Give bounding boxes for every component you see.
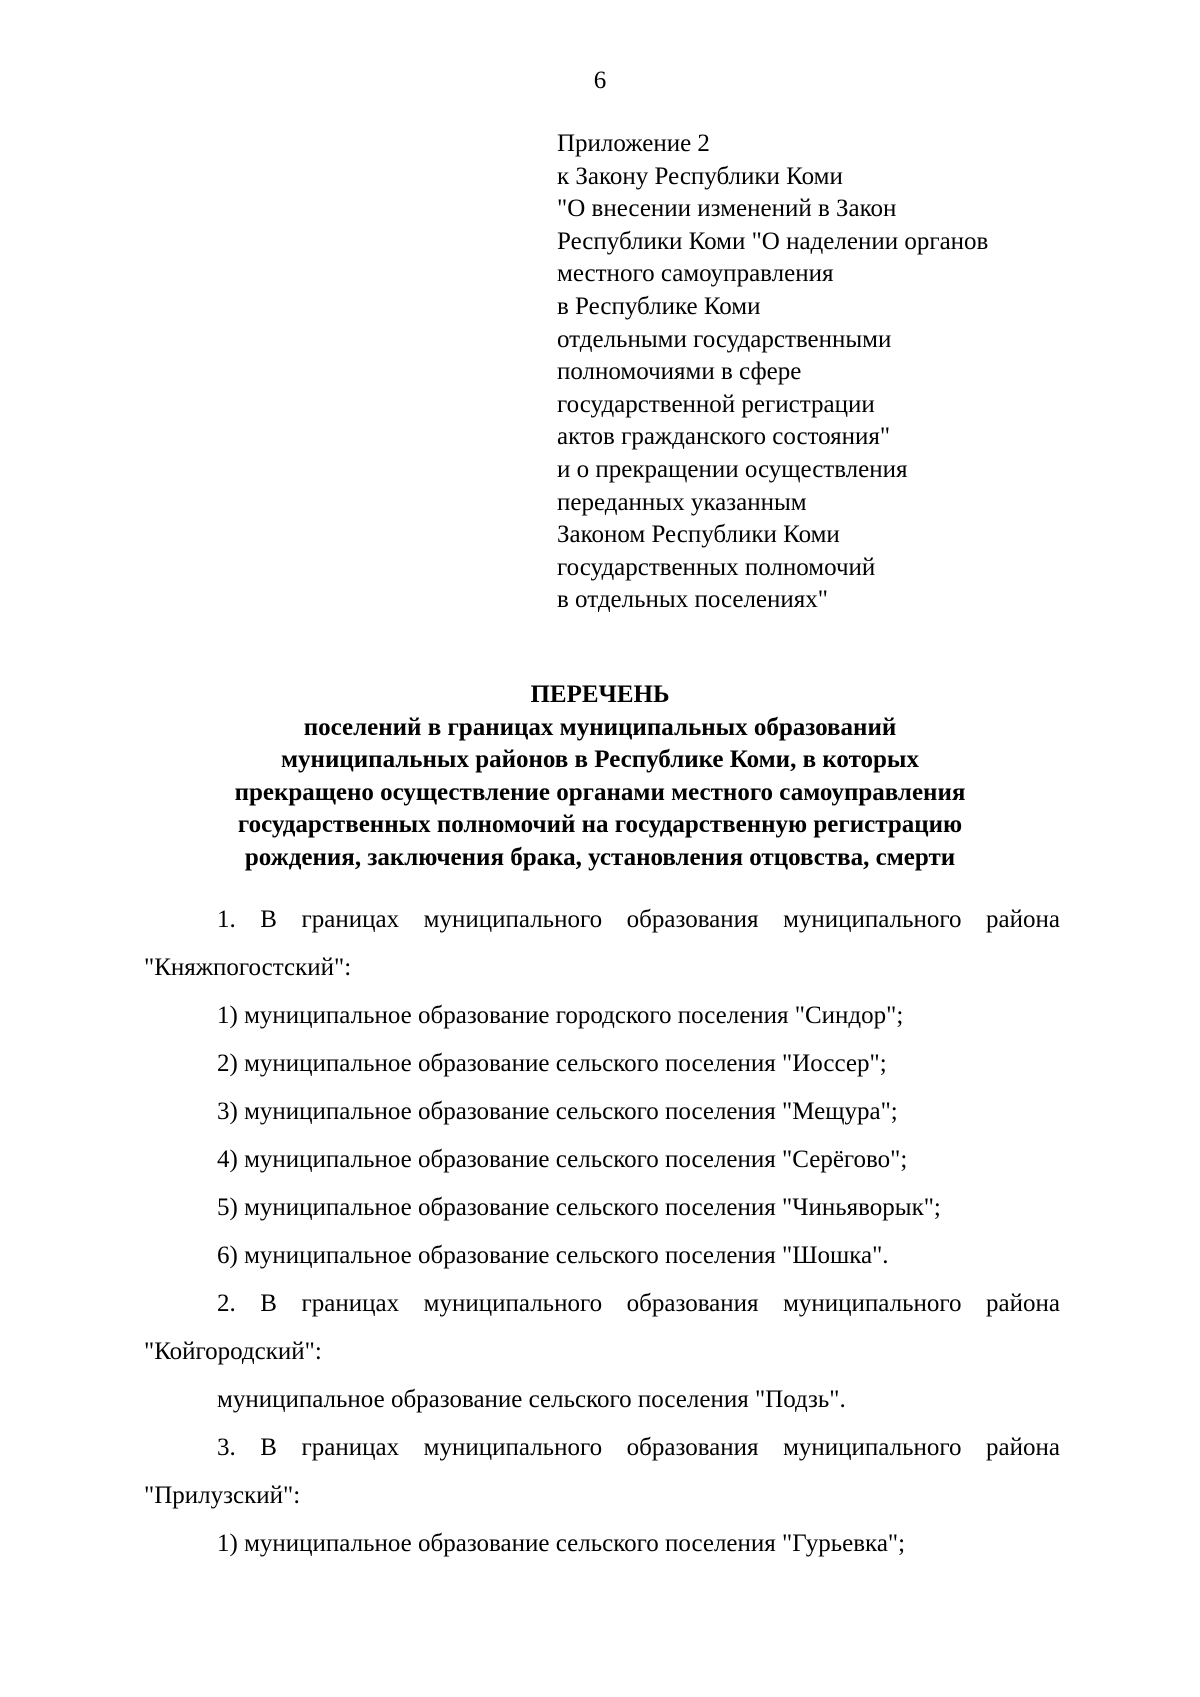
appendix-line: государственной регистрации (557, 390, 875, 418)
heading-line: рождения, заключения брака, установления отцовства, смерти (244, 843, 956, 871)
section-1-district: "Княжпогостский": (144, 954, 352, 981)
appendix-line: местного самоуправления (557, 260, 834, 288)
heading-title: ПЕРЕЧЕНЬ (530, 681, 670, 708)
section-1-intro: 1. В границах муниципального образования муниципального района (217, 906, 1060, 933)
appendix-line: к Закону Республики Коми (557, 162, 843, 190)
appendix-line: полномочиями в сфере (557, 358, 802, 386)
list-item: 1) муниципальное образование сельского поселения "Гурьевка"; (217, 1530, 906, 1557)
appendix-line: в отдельных поселениях" (557, 586, 828, 614)
list-item: муниципальное образование сельского поселения "Подзь". (217, 1386, 846, 1413)
appendix-line: в Республике Коми (557, 292, 761, 320)
section-2-district: "Койгородский": (144, 1338, 322, 1365)
list-item: 4) муниципальное образование сельского поселения "Серёгово"; (217, 1146, 908, 1173)
list-item: 6) муниципальное образование сельского поселения "Шошка". (217, 1242, 889, 1269)
section-2-intro: 2. В границах муниципального образования муниципального района (217, 1290, 1060, 1317)
list-item: 3) муниципальное образование сельского поселения "Мещура"; (217, 1098, 898, 1125)
heading-line: поселений в границах муниципальных образований (303, 713, 897, 741)
section-3-intro: 3. В границах муниципального образования муниципального района (217, 1434, 1060, 1461)
list-item: 5) муниципальное образование сельского поселения "Чиньяворык"; (217, 1194, 941, 1221)
appendix-line: государственных полномочий (557, 553, 876, 581)
section-3-district: "Прилузский": (144, 1482, 301, 1509)
list-item: 1) муниципальное образование городского поселения "Синдор"; (217, 1002, 904, 1029)
list-item: 2) муниципальное образование сельского поселения "Иоссер"; (217, 1050, 887, 1077)
document-heading (150, 679, 1050, 874)
heading-line: прекращено осуществление органами местного самоуправления (234, 778, 966, 806)
appendix-line: переданных указанным (557, 488, 807, 516)
appendix-line: отдельными государственными (557, 325, 892, 353)
appendix-line: Республики Коми "О наделении органов (557, 227, 989, 255)
appendix-line: "О внесении изменений в Закон (557, 195, 897, 223)
heading-line: государственных полномочий на государственную регистрацию (237, 811, 963, 838)
appendix-line: актов гражданского состояния" (557, 423, 891, 451)
page-number: 6 (593, 67, 607, 94)
appendix-line: и о прекращении осуществления (557, 455, 908, 483)
appendix-line: Законом Республики Коми (557, 521, 840, 549)
heading-line: муниципальных районов в Республике Коми, в которых (281, 746, 919, 773)
appendix-line: Приложение 2 (557, 130, 710, 157)
appendix-note (557, 128, 1157, 617)
